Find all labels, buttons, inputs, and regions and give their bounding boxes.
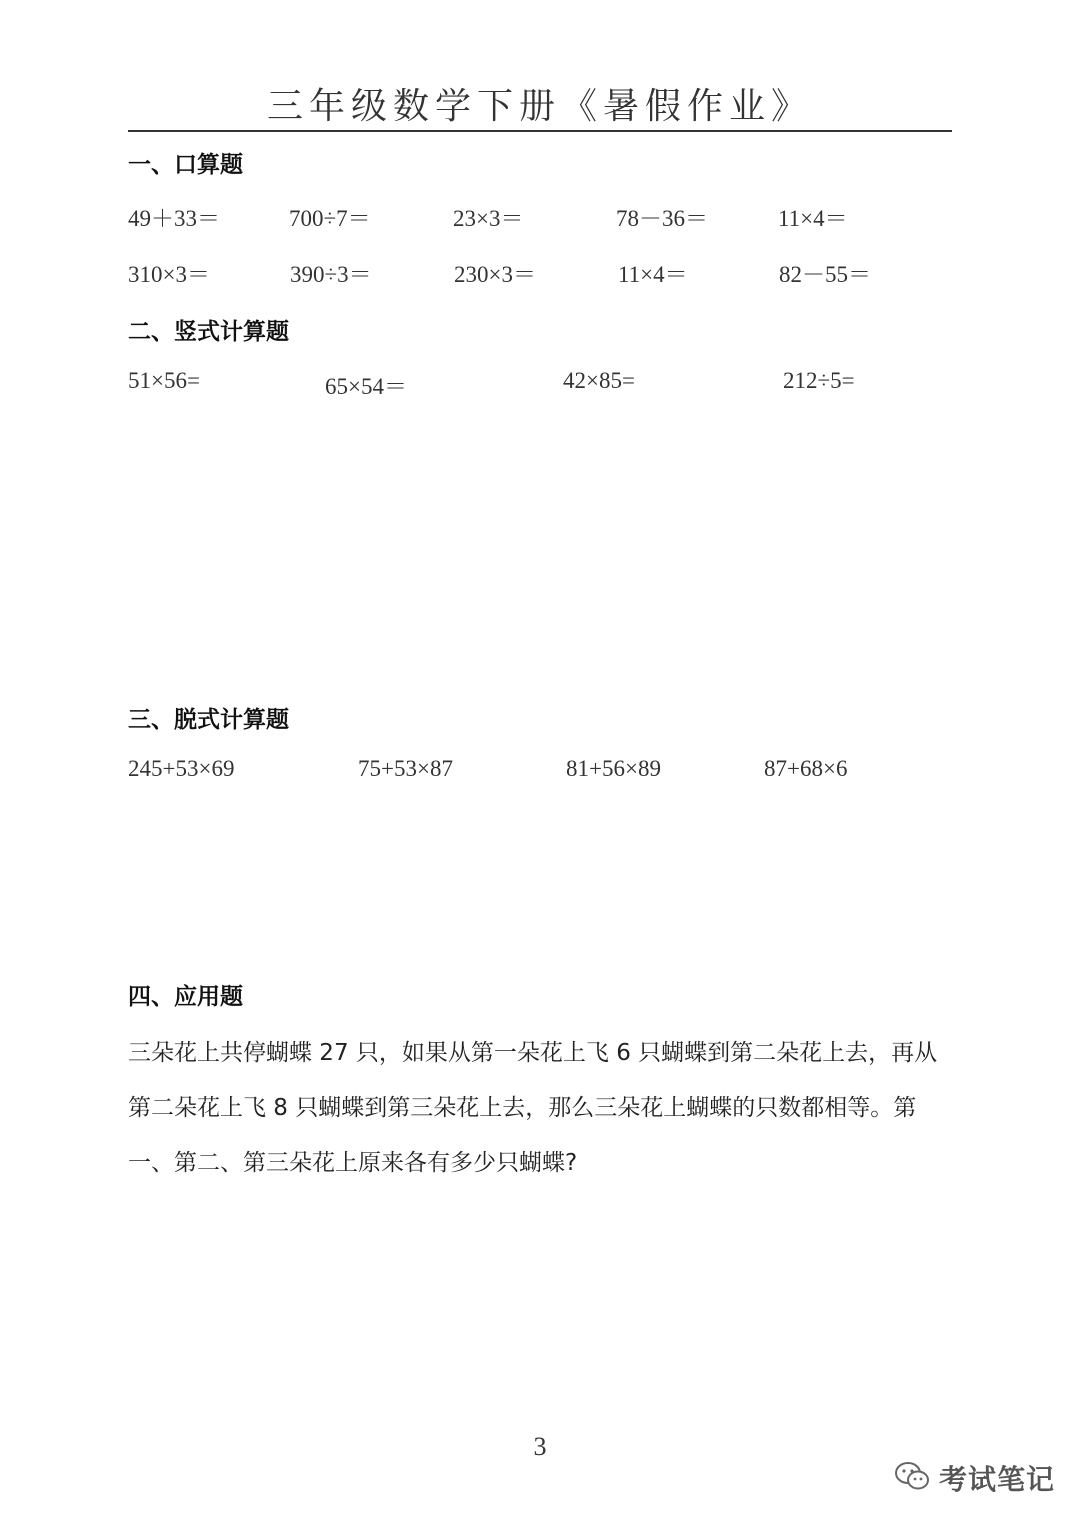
section-heading-word-problem: 四、应用题	[128, 984, 243, 1010]
oral-item: 78－36＝	[616, 206, 708, 231]
watermark-text: 考试笔记	[939, 1463, 1056, 1496]
stepwise-item: 81+56×89	[566, 756, 661, 781]
page-title: 三年级数学下册《暑假作业》	[266, 86, 813, 127]
oral-item: 23×3＝	[453, 206, 524, 231]
vertical-item: 42×85=	[563, 368, 635, 393]
oral-item: 310×3＝	[128, 262, 210, 287]
stepwise-item: 87+68×6	[764, 756, 848, 781]
section-heading-oral: 一、口算题	[128, 152, 243, 178]
section-heading-stepwise: 三、脱式计算题	[128, 707, 289, 733]
stepwise-item: 245+53×69	[128, 756, 235, 781]
section-heading-vertical: 二、竖式计算题	[128, 319, 289, 345]
vertical-item: 51×56=	[128, 368, 200, 393]
oral-item: 390÷3＝	[290, 262, 372, 287]
word-problem-text: 三朵花上共停蝴蝶 27 只，如果从第一朵花上飞 6 只蝴蝶到第二朵花上去，再从第二朵花上飞 8 只蝴蝶到第三朵花上去，那么三朵花上蝴蝶的只数都相等。第一、第二、第三朵花上原来各有多少只蝴蝶?	[128, 1040, 938, 1176]
oral-item: 49＋33＝	[128, 206, 220, 231]
oral-item: 700÷7＝	[289, 206, 371, 231]
vertical-item: 212÷5=	[783, 368, 855, 393]
watermark	[893, 1458, 1055, 1498]
vertical-item: 65×54＝	[325, 374, 407, 399]
oral-item: 230×3＝	[454, 262, 536, 287]
oral-item: 82－55＝	[779, 262, 871, 287]
oral-item: 11×4＝	[618, 262, 688, 287]
title-divider	[128, 130, 952, 132]
oral-item: 11×4＝	[778, 206, 848, 231]
wechat-icon	[893, 1460, 931, 1496]
stepwise-item: 75+53×87	[358, 756, 453, 781]
page-number: 3	[533, 1432, 547, 1461]
